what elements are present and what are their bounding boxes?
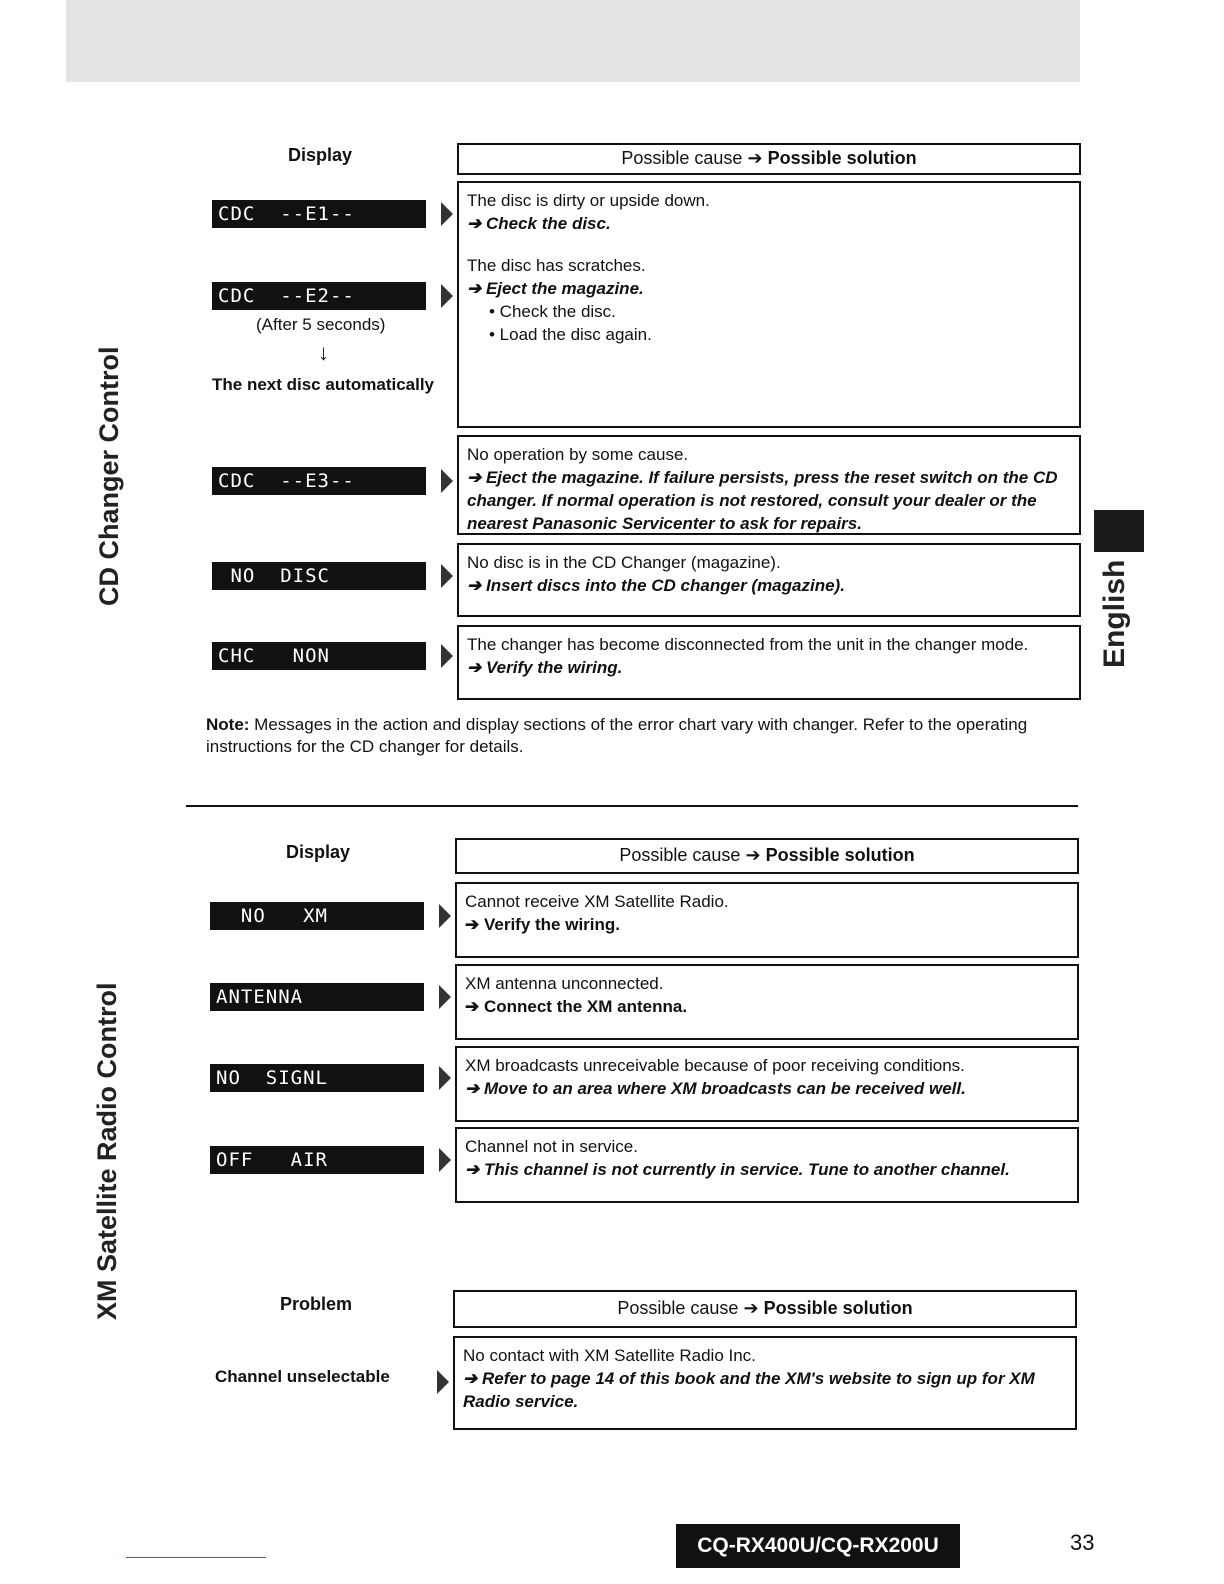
row-bullet: • Load the disc again.: [489, 325, 652, 344]
down-arrow-icon: ↓: [318, 340, 329, 365]
section-divider: [186, 805, 1078, 807]
lcd-no-signl: NO SIGNL: [210, 1064, 424, 1092]
header-solution: Possible solution: [765, 845, 915, 865]
cd-row-5: [457, 625, 1081, 700]
page-number: 33: [1070, 1530, 1095, 1555]
row-solution: ➔ Eject the magazine.: [467, 279, 644, 298]
note-label: Note:: [206, 715, 250, 734]
problem-label: Channel unselectable: [215, 1367, 390, 1386]
row-cause: The changer has become disconnected from the unit in the changer mode.: [467, 635, 1029, 654]
arrow-right-icon: [441, 469, 453, 493]
arrow-right-icon: [441, 564, 453, 588]
xm-row-3: [455, 1046, 1079, 1122]
note-text: Messages in the action and display sections of the error chart vary with changer. Refer to the operating instructions for the CD changer for details.: [206, 715, 1028, 756]
row-cause: XM antenna unconnected.: [465, 974, 664, 993]
arrow-right-icon: [439, 1148, 451, 1172]
arrow-right-icon: [439, 985, 451, 1009]
side-label-english: English: [1098, 559, 1131, 668]
lcd-no-disc: NO DISC: [212, 562, 426, 590]
row-solution: ➔ This channel is not currently in service. Tune to another channel.: [465, 1160, 1010, 1179]
header-cause: Possible cause: [617, 1298, 739, 1318]
model-footer: CQ-RX400U/CQ-RX200U: [676, 1524, 960, 1568]
xm-problem-row: [453, 1336, 1077, 1430]
header-arrow-icon: ➔: [743, 1298, 759, 1318]
row-solution: ➔ Refer to page 14 of this book and the XM's website to sign up for XM Radio service.: [463, 1369, 1035, 1411]
cd-row-1-2: [457, 181, 1081, 428]
row-solution: ➔ Verify the wiring.: [467, 658, 623, 677]
header-arrow-icon: ➔: [747, 148, 763, 168]
lcd-cdc-e2: CDC --E2--: [212, 282, 426, 310]
xm-row-2: [455, 964, 1079, 1040]
side-label-cd: CD Changer Control: [94, 346, 124, 606]
xm-display-header: Display: [286, 842, 351, 862]
side-label-xm: XM Satellite Radio Control: [92, 982, 122, 1320]
bottom-line: [126, 1557, 266, 1558]
row-cause: No disc is in the CD Changer (magazine).: [467, 553, 781, 572]
header-cause: Possible cause: [621, 148, 743, 168]
xm-row-1: [455, 882, 1079, 958]
row-cause: No contact with XM Satellite Radio Inc.: [463, 1346, 756, 1365]
cd-row-3: [457, 435, 1081, 535]
xm-table-header: [455, 838, 1079, 874]
header-arrow-icon: ➔: [745, 845, 761, 865]
cd-row-4: [457, 543, 1081, 617]
row-cause: XM broadcasts unreceivable because of poor receiving conditions.: [465, 1056, 965, 1075]
lcd-no-xm: NO XM: [210, 902, 424, 930]
arrow-right-icon: [441, 284, 453, 308]
english-tab-block: [1094, 510, 1144, 552]
lcd-antenna: ANTENNA: [210, 983, 424, 1011]
problem-header: Problem: [280, 1294, 353, 1314]
row-bullet: • Check the disc.: [489, 302, 616, 321]
row-cause: No operation by some cause.: [467, 445, 689, 464]
xm-row-4: [455, 1127, 1079, 1203]
row-cause: The disc has scratches.: [467, 256, 646, 275]
cd-note: [206, 714, 1066, 758]
cd-table-header: [457, 143, 1081, 175]
lcd-cdc-e3: CDC --E3--: [212, 467, 426, 495]
header-solution: Possible solution: [767, 148, 917, 168]
header-solution: Possible solution: [763, 1298, 913, 1318]
lcd-cdc-e1: CDC --E1--: [212, 200, 426, 228]
row-solution: ➔ Check the disc.: [467, 214, 611, 233]
row-cause: Channel not in service.: [465, 1137, 638, 1156]
row-solution: ➔ Move to an area where XM broadcasts can be received well.: [465, 1079, 966, 1098]
row-solution: ➔ Verify the wiring.: [465, 915, 621, 934]
lcd-off-air: OFF AIR: [210, 1146, 424, 1174]
row-cause: Cannot receive XM Satellite Radio.: [465, 892, 729, 911]
arrow-right-icon: [441, 202, 453, 226]
arrow-right-icon: [441, 644, 453, 668]
lcd-chc-non: CHC NON: [212, 642, 426, 670]
row-solution: ➔ Insert discs into the CD changer (magazine).: [467, 576, 845, 595]
row-solution: ➔ Eject the magazine. If failure persists, press the reset switch on the CD changer. If normal operation is not restored, consult your dealer or the nearest Panasonic Servicenter to ask for repairs.: [467, 468, 1058, 533]
row-solution: ➔ Connect the XM antenna.: [465, 997, 688, 1016]
xm-problem-table-header: [453, 1290, 1077, 1328]
cd-display-header: Display: [288, 145, 353, 165]
arrow-right-icon: [439, 904, 451, 928]
arrow-right-icon: [437, 1370, 449, 1394]
arrow-right-icon: [439, 1066, 451, 1090]
next-disc-label: The next disc automatically: [212, 375, 435, 394]
after-label: (After 5 seconds): [256, 315, 386, 334]
header-cause: Possible cause: [619, 845, 741, 865]
top-band: [66, 0, 1080, 82]
row-cause: The disc is dirty or upside down.: [467, 191, 710, 210]
